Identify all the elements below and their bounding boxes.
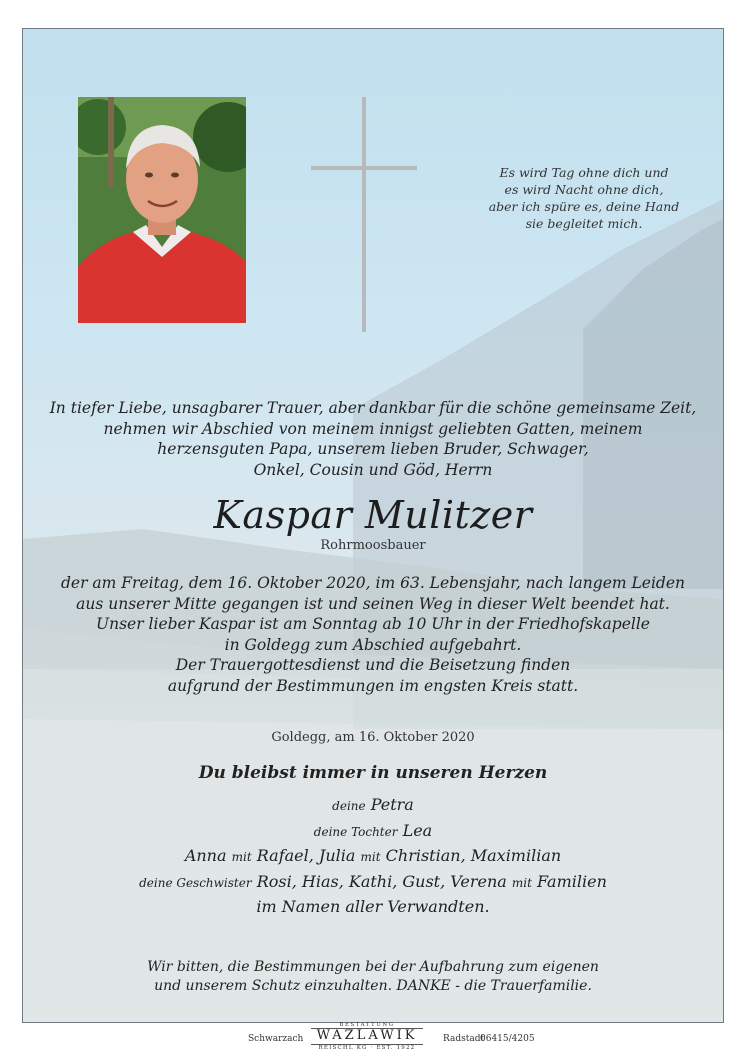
- footer-location-right: Radstadt: [443, 1034, 485, 1044]
- signers: [23, 793, 723, 920]
- signer-name: Christian, Maximilian: [385, 846, 562, 865]
- closing-line: und unserem Schutz einzuhalten. DANKE - die Trauerfamilie.: [154, 978, 592, 994]
- deceased-name: Kaspar Mulitzer: [213, 493, 533, 537]
- signer-name: Anna: [184, 846, 227, 865]
- death-line: Unser lieber Kaspar ist am Sonntag ab 10 Uhr in der Friedhofskapelle: [96, 615, 650, 633]
- logo-top-text: BESTATTUNG: [339, 1022, 395, 1028]
- poem: [479, 164, 689, 232]
- signer-name: Lea: [402, 820, 433, 840]
- footer-location-left: Schwarzach: [248, 1034, 304, 1044]
- death-line: der am Freitag, dem 16. Oktober 2020, im 63. Lebensjahr, nach langem Leiden: [61, 574, 685, 592]
- place-date: Goldegg, am 16. Oktober 2020: [271, 730, 475, 745]
- signer-prefix: deine: [332, 799, 366, 813]
- signer-siblings: [23, 870, 723, 896]
- motto: Du bleibst immer in unseren Herzen: [198, 763, 548, 783]
- signer-prefix: deine Geschwister: [139, 875, 252, 890]
- poem-line: aber ich spüre es, deine Hand: [488, 199, 680, 214]
- logo-brand: WAZLAWIK: [316, 1028, 418, 1043]
- signer-name: Rosi, Hias, Kathi, Gust, Verena: [256, 871, 507, 891]
- signer-wife: [23, 793, 723, 819]
- portrait-photo: [78, 97, 246, 323]
- intro-line: In tiefer Liebe, unsagbarer Trauer, aber dankbar für die schöne gemeinsame Zeit,: [49, 399, 697, 417]
- death-line: aufgrund der Bestimmungen im engsten Kreis statt.: [167, 676, 579, 695]
- parte-card: [22, 28, 724, 1023]
- death-line: aus unserer Mitte gegangen ist und seinen Weg in dieser Welt beendet hat.: [76, 594, 670, 613]
- footer: [0, 1022, 750, 1060]
- signer-relatives: im Namen aller Verwandten.: [256, 897, 490, 916]
- signer-name: Petra: [370, 795, 414, 814]
- intro-text: [23, 398, 723, 480]
- signer-connector: mit: [231, 850, 252, 864]
- deceased-nickname: Rohrmoosbauer: [320, 538, 426, 553]
- death-line: in Goldegg zum Abschied aufgebahrt.: [224, 635, 522, 654]
- logo-sub-text: REISCHL KG · EST. 1922: [318, 1045, 416, 1051]
- death-text: [23, 573, 723, 696]
- closing-text: [23, 958, 723, 996]
- funeral-home-logo: [303, 1022, 431, 1058]
- signer-prefix: deine Tochter: [313, 824, 398, 839]
- closing-line: Wir bitten, die Bestimmungen bei der Aufbahrung zum eigenen: [147, 959, 599, 975]
- intro-line: nehmen wir Abschied von meinem innigst geliebten Gatten, meinem: [103, 419, 643, 438]
- poem-line: es wird Nacht ohne dich,: [504, 182, 664, 197]
- footer-phone: 06415/4205: [480, 1034, 535, 1044]
- cross-icon: [311, 97, 417, 332]
- intro-line: herzensguten Papa, unserem lieben Bruder, Schwager,: [157, 440, 589, 458]
- signer-family: [23, 844, 723, 870]
- poem-line: sie begleitet mich.: [525, 216, 643, 231]
- signer-name: Familien: [537, 871, 607, 891]
- signer-daughter: [23, 819, 723, 845]
- intro-line: Onkel, Cousin und Göd, Herrn: [253, 460, 493, 479]
- poem-line: Es wird Tag ohne dich und: [499, 165, 669, 180]
- signer-name: Rafael, Julia: [256, 846, 356, 865]
- death-line: Der Trauergottesdienst und die Beisetzung finden: [175, 656, 571, 674]
- signer-connector: mit: [511, 875, 532, 890]
- signer-connector: mit: [360, 850, 381, 864]
